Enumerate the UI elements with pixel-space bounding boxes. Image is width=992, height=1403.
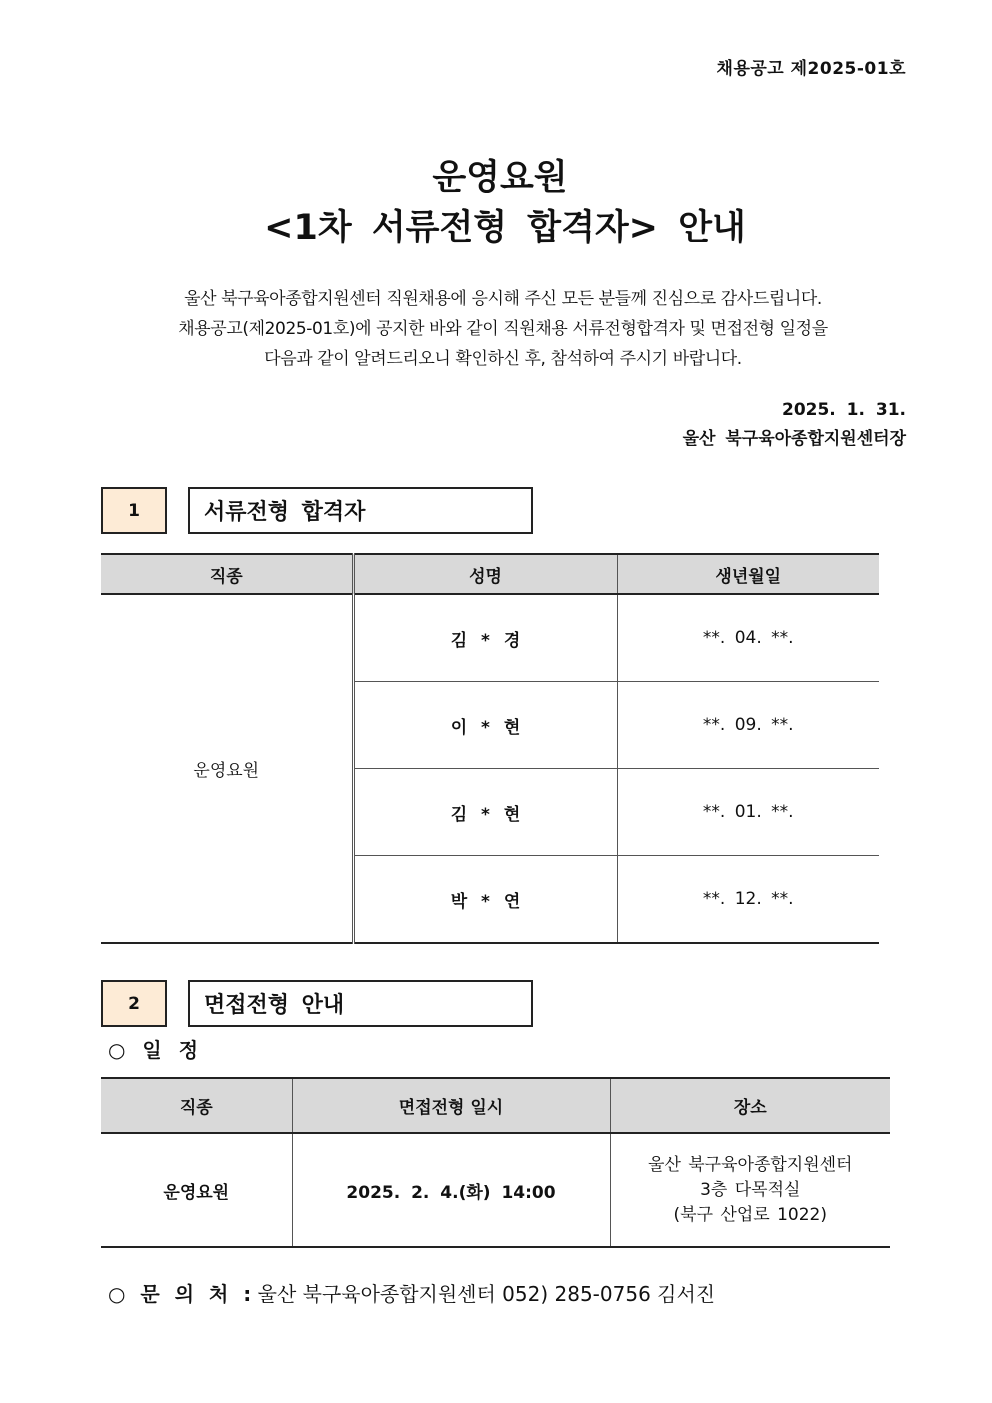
issuer-org: 울산 북구육아종합지원센터장	[682, 429, 906, 449]
header-name: 성명	[353, 554, 617, 594]
interview-datetime: 2025. 2. 4.(화) 14:00	[292, 1133, 610, 1247]
intro-line: 다음과 같이 알려드리오니 확인하신 후, 참석하여 주시기 바랍니다.	[264, 349, 742, 369]
section-2-number: 2	[101, 980, 167, 1027]
issue-date: 2025. 1. 31.	[781, 400, 906, 420]
page-title: 운영요원	[432, 158, 568, 198]
interview-job: 운영요원	[101, 1133, 292, 1247]
notice-number: 채용공고 제2025-01호	[716, 59, 906, 79]
header-place: 장소	[610, 1078, 890, 1133]
schedule-heading: ○ 일 정	[108, 1038, 199, 1062]
section-1-number: 1	[101, 487, 167, 534]
intro-line: 울산 북구육아종합지원센터 직원채용에 응시해 주신 모든 분들께 진심으로 감사드립니다.	[184, 289, 822, 309]
contact-label: ○ 문 의 처 :	[108, 1282, 252, 1306]
header-birth: 생년월일	[617, 554, 879, 594]
applicant-name: 박 * 연	[353, 856, 617, 944]
header-job: 직종	[101, 554, 353, 594]
applicant-birth: **. 09. **.	[617, 682, 879, 769]
applicant-name: 김 * 현	[353, 769, 617, 856]
intro-line: 채용공고(제2025-01호)에 공지한 바와 같이 직원채용 서류전형합격자 및 면접전형 일정을	[178, 319, 828, 339]
job-cell: 운영요원	[101, 594, 353, 943]
contact-info	[108, 1278, 715, 1307]
header-job: 직종	[101, 1078, 292, 1133]
intro-text	[0, 284, 992, 374]
applicant-birth: **. 01. **.	[617, 769, 879, 856]
header-datetime: 면접전형 일시	[292, 1078, 610, 1133]
section-2-title: 면접전형 안내	[188, 980, 533, 1027]
applicant-name: 이 * 현	[353, 682, 617, 769]
section-1-title: 서류전형 합격자	[188, 487, 533, 534]
interview-schedule-table	[101, 1077, 890, 1248]
interview-place	[610, 1133, 890, 1247]
passed-applicants-table	[101, 553, 879, 944]
table-row	[101, 594, 879, 682]
page-subtitle: <1차 서류전형 합격자> 안내	[264, 208, 746, 248]
place-line: 3층 다목적실	[700, 1179, 801, 1200]
table-header-row	[101, 1078, 890, 1133]
applicant-birth: **. 04. **.	[617, 594, 879, 682]
contact-value: 울산 북구육아종합지원센터 052) 285-0756 김서진	[257, 1282, 716, 1306]
applicant-birth: **. 12. **.	[702, 889, 794, 909]
applicant-name: 김 * 경	[353, 594, 617, 682]
place-line: 울산 북구육아종합지원센터	[648, 1154, 853, 1175]
place-line: (북구 산업로 1022)	[673, 1204, 827, 1225]
table-row	[101, 1133, 890, 1247]
table-header-row	[101, 554, 879, 594]
